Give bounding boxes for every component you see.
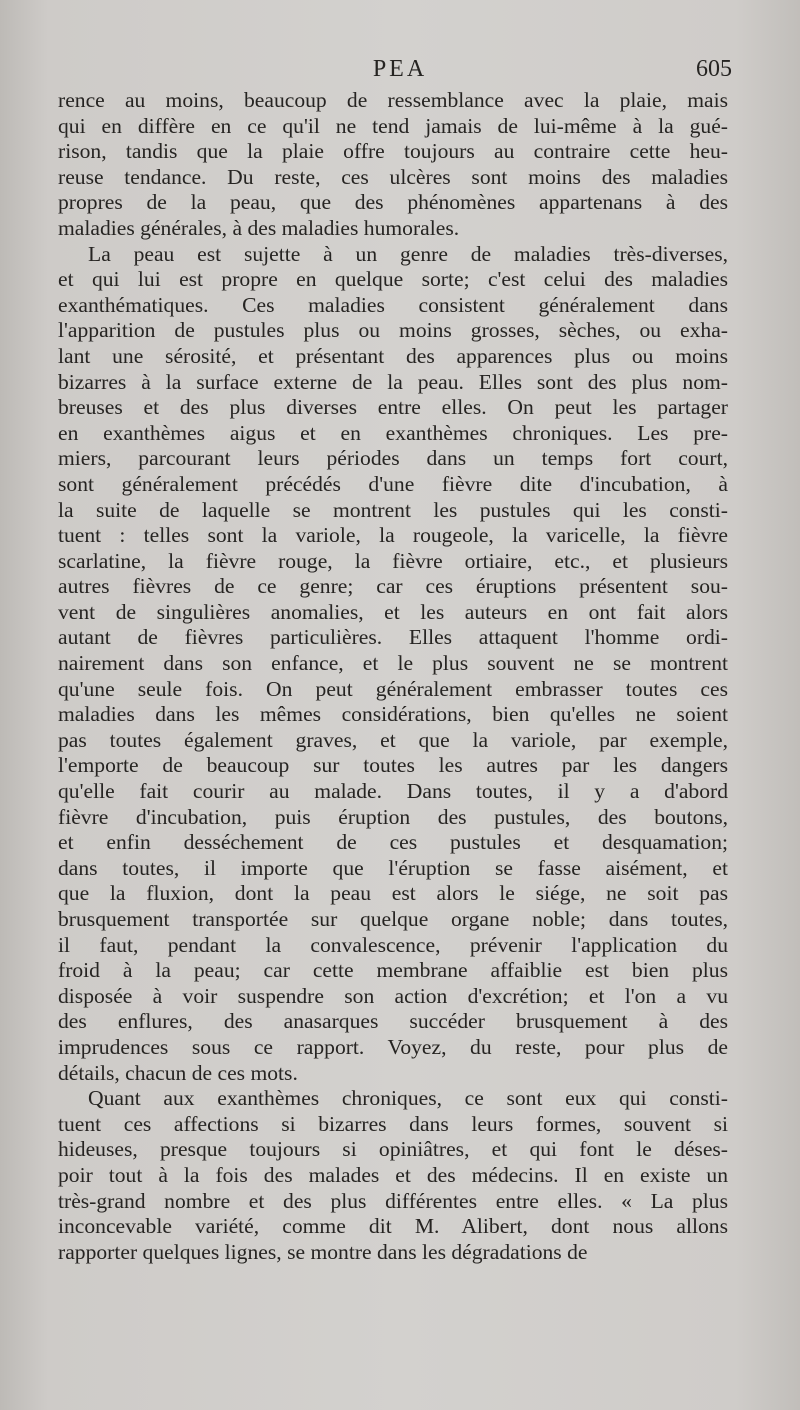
text-line: disposée à voir suspendre son action d'excrétion; et l'on a vu xyxy=(58,983,728,1008)
text-line: maladies dans les mêmes considérations, bien qu'elles ne soient xyxy=(58,702,728,727)
text-line: miers, parcourant leurs périodes dans un temps fort court, xyxy=(58,446,728,471)
text-line: que la fluxion, dont la peau est alors le siége, ne soit pas xyxy=(58,881,728,906)
text-line: dans toutes, il importe que l'éruption se fasse aisément, et xyxy=(58,855,728,880)
running-head: PEA xyxy=(372,56,428,82)
text-line: hideuses, presque toujours si opiniâtres, et qui font le déses- xyxy=(58,1137,728,1162)
text-line: breuses et des plus diverses entre elles. On peut les partager xyxy=(58,395,728,420)
text-line: inconcevable variété, comme dit M. Alibert, dont nous allons xyxy=(58,1214,728,1239)
text-line: propres de la peau, que des phénomènes appartenans à des xyxy=(58,190,728,215)
text-line: fièvre d'incubation, puis éruption des pustules, des boutons, xyxy=(58,804,728,829)
text-line: nairement dans son enfance, et le plus souvent ne se montrent xyxy=(58,651,728,676)
text-line: maladies générales, à des maladies humorales. xyxy=(58,215,460,240)
paragraph xyxy=(58,242,728,1087)
text-line: l'emporte de beaucoup sur toutes les autres par les dangers xyxy=(58,753,728,778)
paragraph xyxy=(58,88,728,242)
text-line: très-grand nombre et des plus différentes entre elles. « La plus xyxy=(58,1188,728,1213)
text-line: vent de singulières anomalies, et les auteurs en ont fait alors xyxy=(58,599,728,624)
text-line: la suite de laquelle se montrent les pustules qui les consti- xyxy=(58,497,728,522)
text-line: Quant aux exanthèmes chroniques, ce sont eux qui consti- xyxy=(88,1086,728,1111)
text-line: l'apparition de pustules plus ou moins grosses, sèches, ou exha- xyxy=(58,318,728,343)
text-line: et qui lui est propre en quelque sorte; c'est celui des maladies xyxy=(58,267,728,292)
text-line: lant une sérosité, et présentant des apparences plus ou moins xyxy=(58,343,728,368)
page-number: 605 xyxy=(696,56,732,82)
text-line: froid à la peau; car cette membrane affaiblie est bien plus xyxy=(58,958,728,983)
text-line: bizarres à la surface externe de la peau. Elles sont des plus nom- xyxy=(58,369,728,394)
text-line: rence au moins, beaucoup de ressemblance avec la plaie, mais xyxy=(58,88,728,112)
text-line: autant de fièvres particulières. Elles attaquent l'homme ordi- xyxy=(58,625,728,650)
text-line: La peau est sujette à un genre de maladies très-diverses, xyxy=(88,241,728,266)
text-line: tuent : telles sont la variole, la rougeole, la varicelle, la fièvre xyxy=(58,523,728,548)
text-line: exanthématiques. Ces maladies consistent généralement dans xyxy=(58,292,728,317)
text-line: qu'une seule fois. On peut généralement embrasser toutes ces xyxy=(58,676,728,701)
text-line: des enflures, des anasarques succéder brusquement à des xyxy=(58,1009,728,1034)
text-line: qui en diffère en ce qu'il ne tend jamais de lui-même à la gué- xyxy=(58,113,728,138)
text-line: et enfin desséchement de ces pustules et desquamation; xyxy=(58,830,728,855)
text-line: pas toutes également graves, et que la variole, par exemple, xyxy=(58,727,728,752)
text-line: en exanthèmes aigus et en exanthèmes chroniques. Les pre- xyxy=(58,420,728,445)
text-line: détails, chacun de ces mots. xyxy=(58,1060,298,1085)
text-line: rison, tandis que la plaie offre toujours au contraire cette heu- xyxy=(58,139,728,164)
text-line: tuent ces affections si bizarres dans leurs formes, souvent si xyxy=(58,1111,728,1136)
text-line: qu'elle fait courir au malade. Dans toutes, il y a d'abord xyxy=(58,779,728,804)
text-line: reuse tendance. Du reste, ces ulcères sont moins des maladies xyxy=(58,164,728,189)
text-line: poir tout à la fois des malades et des médecins. Il en existe un xyxy=(58,1162,728,1187)
paragraph xyxy=(58,1086,728,1265)
text-line: sont généralement précédés d'une fièvre dite d'incubation, à xyxy=(58,471,728,496)
text-line: scarlatine, la fièvre rouge, la fièvre ortiaire, etc., et plusieurs xyxy=(58,548,728,573)
text-line: il faut, pendant la convalescence, prévenir l'application du xyxy=(58,932,728,957)
text-line: rapporter quelques lignes, se montre dans les dégradations de xyxy=(58,1239,588,1264)
text-line: imprudences sous ce rapport. Voyez, du reste, pour plus de xyxy=(58,1034,728,1059)
text-line: brusquement transportée sur quelque organe noble; dans toutes, xyxy=(58,907,728,931)
text-line: autres fièvres de ce genre; car ces éruptions présentent sou- xyxy=(58,574,728,599)
body-text xyxy=(58,88,728,1265)
